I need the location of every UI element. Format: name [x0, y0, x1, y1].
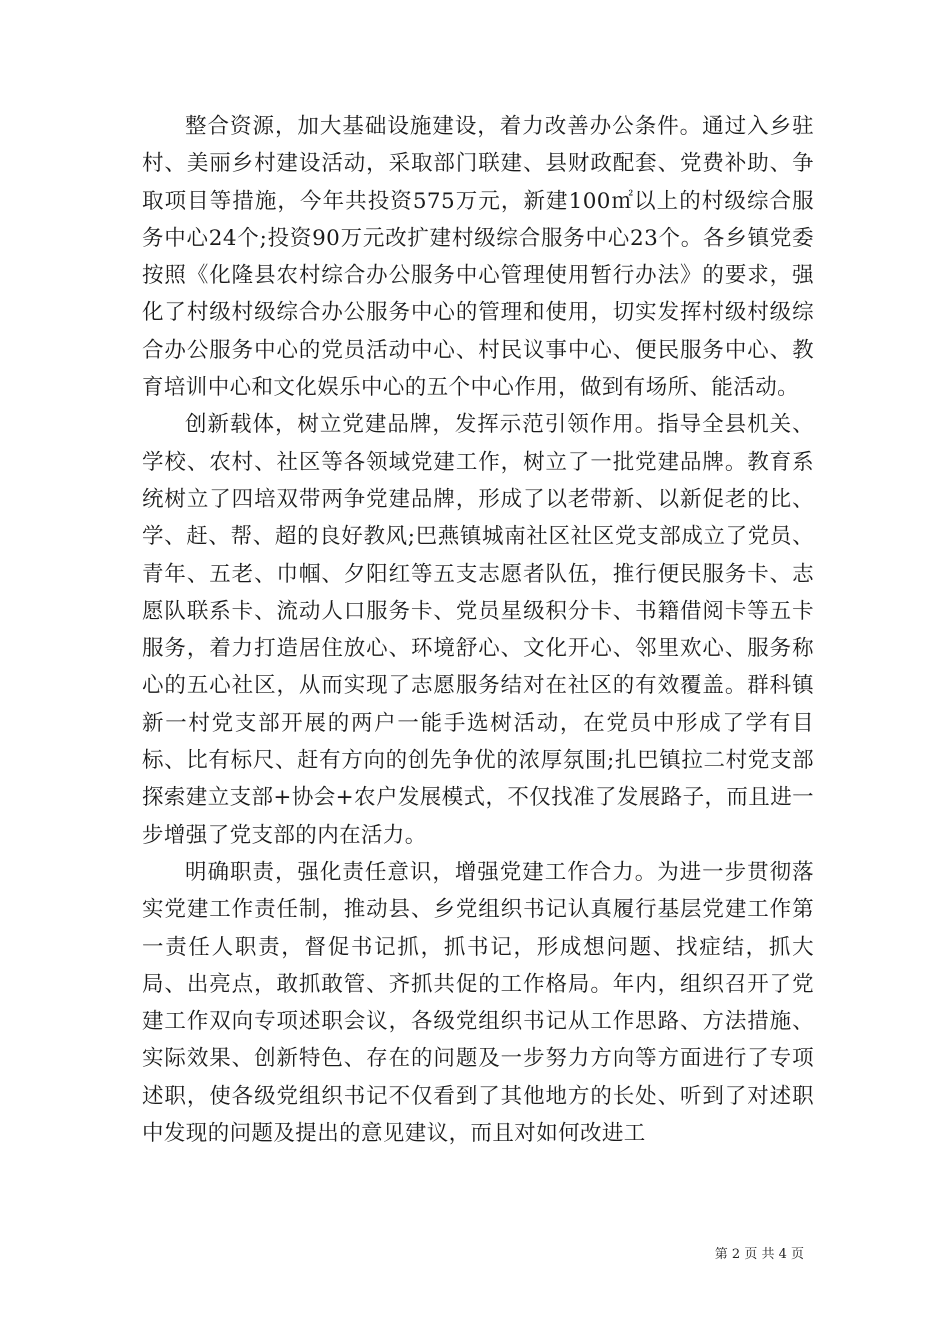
paragraph-innovation: 创新载体，树立党建品牌，发挥示范引领作用。指导全县机关、学校、农村、社区等各领域党建工作，树立了一批党建品牌。教育系统树立了四培双带两争党建品牌，形成了以老带新、以新促老的比、学、赶、帮、超的良好教风;巴燕镇城南社区社区党支部成立了党员、青年、五老、巾帼、夕阳红等五支志愿者队伍，推行便民服务卡、志愿队联系卡、流动人口服务卡、党员星级积分卡、书籍借阅卡等五卡服务，着力打造居住放心、环境舒心、文化开心、邻里欢心、服务称心的五心社区，从而实现了志愿服务结对在社区的有效覆盖。群科镇新一村党支部开展的两户一能手选树活动，在党员中形成了学有目标、比有标尺、赶有方向的创先争优的浓厚氛围;扎巴镇拉二村党支部探索建立支部+协会+农户发展模式，不仅找准了发展路子，而且进一步增强了党支部的内在活力。	[142, 412, 814, 848]
page-number-footer: 第 2 页 共 4 页	[714, 1247, 804, 1262]
body-text	[142, 108, 814, 1152]
paragraph-responsibility: 明确职责，强化责任意识，增强党建工作合力。为进一步贯彻落实党建工作责任制，推动县、乡党组织书记认真履行基层党建工作第一责任人职责，督促书记抓，抓书记，形成想问题、找症结，抓大局、出亮点，敢抓敢管、齐抓共促的工作格局。年内，组织召开了党建工作双向专项述职会议，各级党组织书记从工作思路、方法措施、实际效果、创新特色、存在的问题及一步努力方向等方面进行了专项述职，使各级党组织书记不仅看到了其他地方的长处、听到了对述职中发现的问题及提出的意见建议，而且对如何改进工	[142, 859, 814, 1147]
paragraph-resources: 整合资源，加大基础设施建设，着力改善办公条件。通过入乡驻村、美丽乡村建设活动，采取部门联建、县财政配套、党费补助、争取项目等措施，今年共投资575万元，新建100㎡以上的村级综合服务中心24个;投资90万元改扩建村级综合服务中心23个。各乡镇党委按照《化隆县农村综合办公服务中心管理使用暂行办法》的要求，强化了村级村级综合办公服务中心的管理和使用，切实发挥村级村级综合办公服务中心的党员活动中心、村民议事中心、便民服务中心、教育培训中心和文化娱乐中心的五个中心作用，做到有场所、能活动。	[142, 114, 814, 401]
